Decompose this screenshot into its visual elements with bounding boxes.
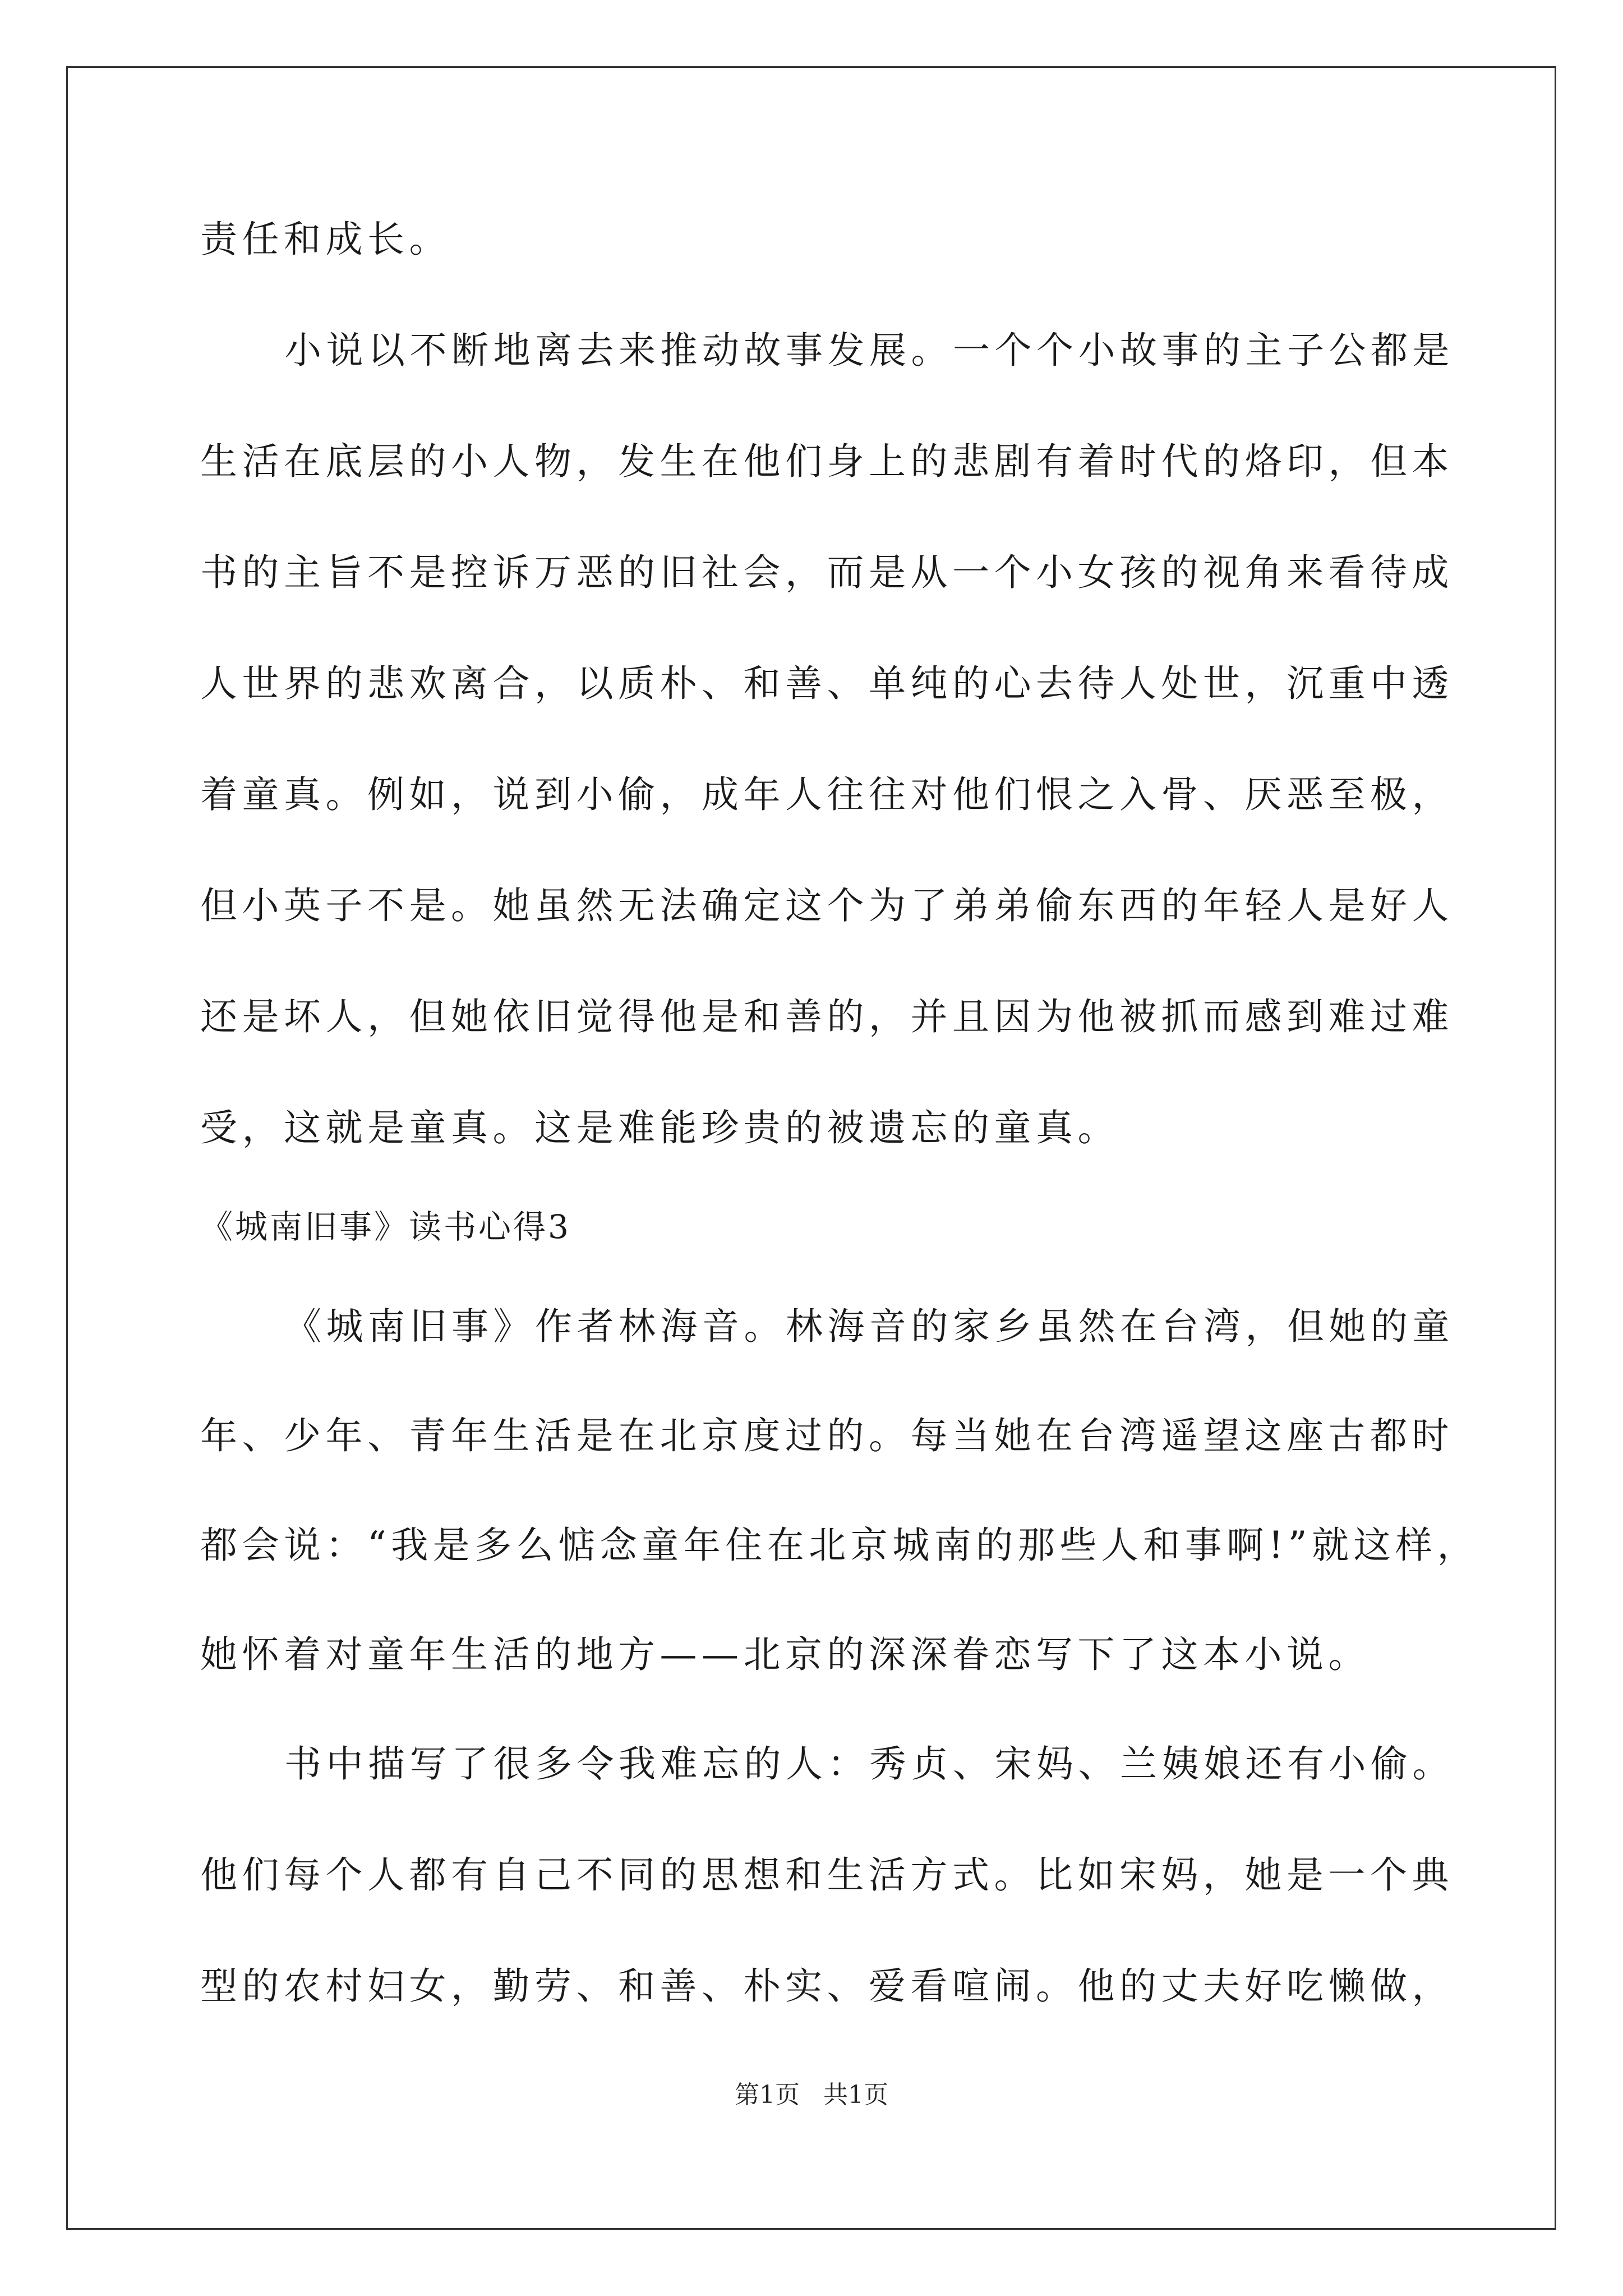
text-line: 《城南旧事》作者林海音。林海音的家乡虽然在台湾，但她的童	[284, 1305, 1454, 1348]
page-footer	[0, 2078, 1623, 2112]
text-line: 都会说：“我是多么惦念童年住在北京城南的那些人和事啊!”就这样，	[200, 1524, 1479, 1567]
text-line: 但小英子不是。她虽然无法确定这个为了弟弟偷东西的年轻人是好人	[200, 884, 1454, 927]
page-number: 第1页	[735, 2081, 800, 2109]
text-line: 还是坏人，但她依旧觉得他是和善的，并且因为他被抓而感到难过难	[200, 995, 1454, 1038]
text-line: 书中描写了很多令我难忘的人：秀贞、宋妈、兰姨娘还有小偷。	[284, 1742, 1454, 1786]
text-line: 型的农村妇女，勤劳、和善、朴实、爱看喧闹。他的丈夫好吃懒做，	[200, 1964, 1454, 2008]
text-line: 他们每个人都有自己不同的思想和生活方式。比如宋妈，她是一个典	[200, 1853, 1454, 1897]
text-line: 书的主旨不是控诉万恶的旧社会，而是从一个小女孩的视角来看待成	[200, 551, 1454, 594]
text-line: 人世界的悲欢离合，以质朴、和善、单纯的心去待人处世，沉重中透	[200, 662, 1454, 705]
text-line: 她怀着对童年生活的地方——北京的深深眷恋写下了这本小说。	[200, 1633, 1370, 1676]
text-line: 年、少年、青年生活是在北京度过的。每当她在台湾遥望这座古都时	[200, 1414, 1454, 1457]
page-total: 共1页	[823, 2081, 888, 2109]
text-line: 着童真。例如，说到小偷，成年人往往对他们恨之入骨、厌恶至极，	[200, 773, 1454, 816]
text-line: 责任和成长。	[200, 218, 451, 261]
section-heading: 《城南旧事》读书心得3	[200, 1208, 571, 1246]
text-line: 受，这就是童真。这是难能珍贵的被遗忘的童真。	[200, 1106, 1119, 1149]
text-line: 生活在底层的小人物，发生在他们身上的悲剧有着时代的烙印，但本	[200, 440, 1454, 483]
text-line: 小说以不断地离去来推动故事发展。一个个小故事的主子公都是	[284, 329, 1454, 372]
